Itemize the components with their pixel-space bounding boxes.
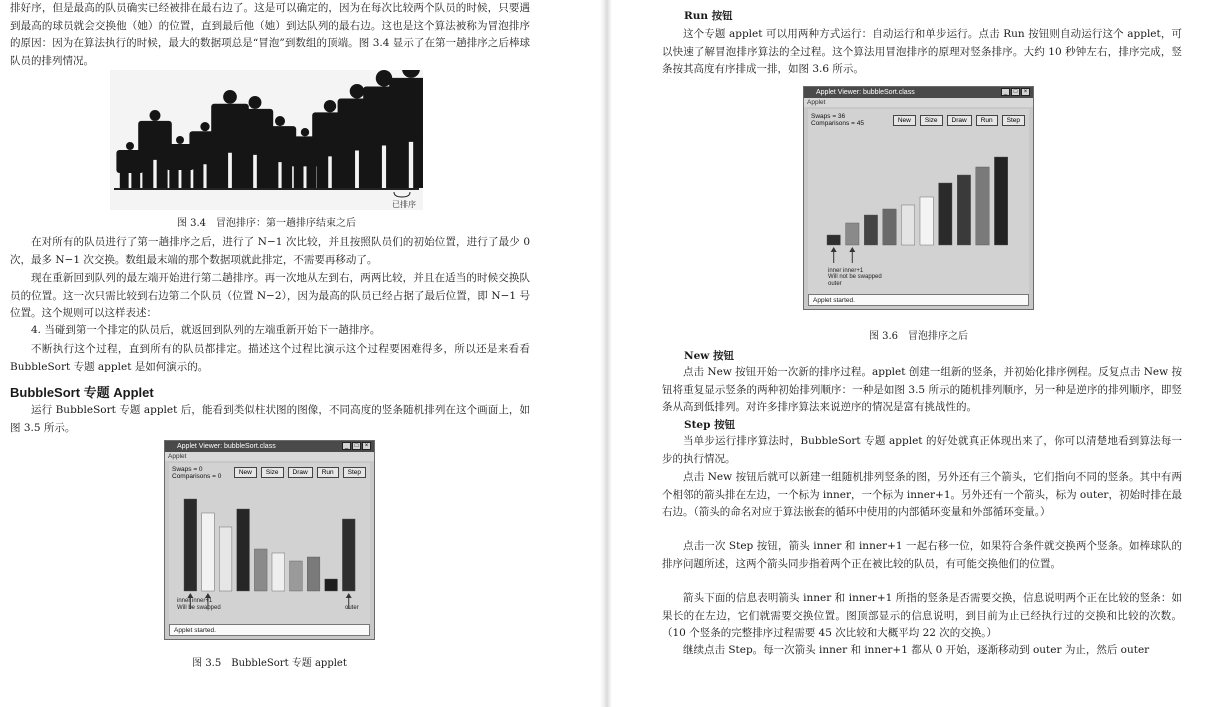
pointer-arrow	[849, 247, 855, 263]
applet-title: Applet Viewer: bubbleSort.class	[816, 89, 915, 96]
counters	[811, 113, 864, 127]
applet-titlebar	[804, 87, 1033, 98]
run-button[interactable]: Run	[317, 467, 339, 478]
run-button[interactable]: Run	[976, 115, 998, 126]
paragraph-run-applet: 运行 BubbleSort 专题 applet 后，能看到类似柱状图的图像，不同高度的竖条随机排列在这个画面上，如图 3.5 所示。	[10, 404, 530, 434]
paragraph-new: 点击 New 按钮开始一次新的排序过程。applet 创建一组新的竖条，并初始化排序例程。反复点击 New 按钮将重复显示竖条的两种初始排列顺序：一种是如图 3.5 所示的随机排列顺序，另一种是逆序的排列顺序，即竖条从高到低排列。对许多排序算法来说逆序的情况是富有挑战性的。	[662, 366, 1182, 414]
outer-arrow-label: outer	[345, 604, 359, 611]
run-button-heading: Run 按钮	[684, 10, 733, 22]
step-button-heading: Step 按钮	[684, 419, 736, 431]
new-button[interactable]: New	[893, 115, 916, 126]
comparisons-counter: Comparisons = 45	[811, 120, 864, 127]
bar-chart	[183, 489, 359, 613]
sort-bar	[939, 183, 952, 245]
step-button[interactable]: Step	[1002, 115, 1025, 126]
window-controls	[1001, 88, 1030, 96]
bar-chart-area	[183, 489, 359, 613]
inner-arrow-label: inner inner+1	[177, 598, 213, 604]
sort-bar	[254, 549, 267, 591]
new-button[interactable]: New	[234, 467, 257, 478]
close-button[interactable]: ×	[362, 442, 371, 450]
outer-arrow-label: outer	[828, 280, 842, 287]
applet-title: Applet Viewer: bubbleSort.class	[177, 443, 276, 450]
paragraph-rule-4: 4. 当碰到第一个排定的队员后，就返回到队列的左端重新开始下一趟排序。	[31, 324, 381, 336]
applet-menubar[interactable]: Applet	[165, 452, 374, 461]
silhouette-lineup	[110, 70, 423, 210]
pointer-arrow	[831, 247, 837, 263]
new-button-heading: New 按钮	[684, 350, 734, 362]
applet-window-sorted	[803, 86, 1034, 310]
applet-status-bar: Applet started.	[169, 624, 370, 636]
minimize-button[interactable]: _	[342, 442, 351, 450]
draw-button[interactable]: Draw	[947, 115, 972, 126]
swaps-counter: Swaps = 36	[811, 113, 846, 120]
left-page	[0, 0, 600, 707]
sort-bar	[237, 509, 250, 591]
applet-canvas	[169, 463, 370, 625]
sort-bar	[184, 499, 197, 591]
bar-chart-area	[826, 143, 1012, 267]
counters	[172, 466, 221, 480]
sorted-marker-label: 已排序	[392, 200, 416, 209]
sort-bar	[202, 513, 215, 591]
size-button[interactable]: Size	[920, 115, 943, 126]
applet-button-row	[234, 467, 366, 478]
size-button[interactable]: Size	[261, 467, 284, 478]
paragraph-run: 这个专题 applet 可以用两种方式运行：自动运行和单步运行。点击 Run 按钮则自动运行这个 applet，可以快速了解冒泡排序算法的全过程。这个算法用冒泡排序的原理对竖条排序。大约 10 秒钟左右，排序完成，竖条按其高度有序排成一排，如图 3.6 所示。	[662, 28, 1182, 76]
applet-canvas	[808, 109, 1029, 295]
maximize-button[interactable]: □	[1011, 88, 1020, 96]
paragraph-step-3: 点击一次 Step 按钮，箭头 inner 和 inner+1 一起右移一位，如果符合条件就交换两个竖条。如棒球队的排序问题所述，这两个箭头同步指着两个正在被比较的队员，有可能交换他们的位置。	[662, 540, 1182, 570]
paragraph-step-1: 当单步运行排序算法时，BubbleSort 专题 applet 的好处就真正体现出来了，你可以清楚地看到算法每一步的执行情况。	[662, 435, 1182, 465]
sort-bar	[219, 527, 232, 591]
sort-bar	[901, 205, 914, 245]
paragraph-second-pass: 现在重新回到队列的最左端开始进行第二趟排序。再一次地从左到右，两两比较，并且在适当的时候交换队员的位置。这一次只需比较到右边第二个队员（位置 N−2），因为最高的队员已经占据了最后位置，即 N−1 号位置。这个规则可以这样表述：	[10, 272, 530, 320]
sort-bar	[976, 167, 989, 245]
sort-bar	[272, 553, 285, 591]
sort-bar	[846, 223, 859, 245]
comparisons-counter: Comparisons = 0	[172, 473, 222, 480]
bar-chart	[826, 143, 1012, 267]
arrow-labels	[177, 598, 221, 611]
paragraph-step-5: 继续点击 Step。每一次箭头 inner 和 inner+1 都从 0 开始，逐渐移动到 outer 为止，然后 outer	[683, 644, 1150, 656]
figure-3-4-silhouettes	[110, 70, 423, 210]
step-button[interactable]: Step	[343, 467, 366, 478]
section-heading-bubblesort-applet: BubbleSort 专题 Applet	[10, 385, 154, 400]
figure-3-6-caption: 图 3.6 冒泡排序之后	[868, 331, 969, 342]
applet-status-bar: Applet started.	[808, 294, 1029, 306]
arrow-labels	[828, 268, 882, 288]
sort-bar	[883, 209, 896, 245]
sort-bar	[307, 557, 320, 591]
minimize-button[interactable]: _	[1001, 88, 1010, 96]
sort-bar	[864, 215, 877, 245]
right-page	[612, 0, 1226, 707]
sort-bar	[290, 561, 303, 591]
sort-bar	[342, 519, 355, 591]
paragraph-continue: 不断执行这个过程，直到所有的队员都排定。描述这个过程比演示这个过程要困难得多，所以还是来看看 BubbleSort 专题 applet 是如何演示的。	[10, 343, 530, 373]
figure-3-4-caption: 图 3.4 冒泡排序：第一趟排序结束之后	[176, 218, 357, 229]
paragraph-step-4: 箭头下面的信息表明箭头 inner 和 inner+1 所指的竖条是否需要交换，信息说明两个正在比较的竖条：如果长的在左边，它们就需要交换位置。图顶部显示的信息说明，到目前为止已经执行过的交换和比较的次数。（10 个竖条的完整排序过程需要 45 次比较和大概平均 22 次的交换。）	[662, 592, 1182, 640]
paragraph-step-2: 点击 New 按钮后就可以新建一组随机排列竖条的图，另外还有三个箭头，它们指向不同的竖条。其中有两个相邻的箭头排在左边，一个标为 inner，一个标为 inner+1。另外还有一个箭头，标为 outer，初始时排在最右边。（箭头的命名对应于算法嵌套的循环中使用的内部循环变量和外部循环变量。）	[662, 471, 1182, 519]
sort-bar	[325, 579, 338, 591]
paragraph-intro: 排好序，但是最高的队员确实已经被排在最右边了。这是可以确定的，因为在每次比较两个队员的时候，只要遇到最高的球员就会交换他（她）的位置，直到最后他（她）到达队列的最右边。这也是这个算法被称为冒泡排序的原因：因为在算法执行的时候，最大的数据项总是“冒泡”到数组的顶端。图 3.4 显示了在第一趟排序之后棒球队员的排列情况。	[10, 2, 530, 67]
book-gutter	[600, 0, 612, 707]
close-button[interactable]: ×	[1021, 88, 1030, 96]
draw-button[interactable]: Draw	[288, 467, 313, 478]
inner-arrow-label: inner inner+1	[828, 267, 864, 274]
applet-button-row	[893, 115, 1025, 126]
sorted-bracket	[394, 192, 410, 197]
applet-titlebar	[165, 441, 374, 452]
swap-message: Will be swapped	[177, 604, 221, 611]
window-controls	[342, 442, 371, 450]
maximize-button[interactable]: □	[352, 442, 361, 450]
figure-3-5-caption: 图 3.5 BubbleSort 专题 applet	[192, 658, 347, 669]
applet-menubar[interactable]: Applet	[804, 98, 1033, 107]
swap-message: Will not be swapped	[828, 274, 882, 280]
sort-bar	[957, 175, 970, 245]
swaps-counter: Swaps = 0	[172, 466, 203, 473]
sort-bar	[827, 235, 840, 245]
applet-window-initial	[164, 440, 375, 640]
paragraph-first-pass: 在对所有的队员进行了第一趟排序之后，进行了 N−1 次比较，并且按照队员们的初始位置，进行了最少 0 次，最多 N−1 次交换。数组最末端的那个数据项就此排定，不需要再移动了。	[10, 236, 530, 266]
sort-bar	[920, 197, 933, 245]
sort-bar	[994, 157, 1007, 245]
